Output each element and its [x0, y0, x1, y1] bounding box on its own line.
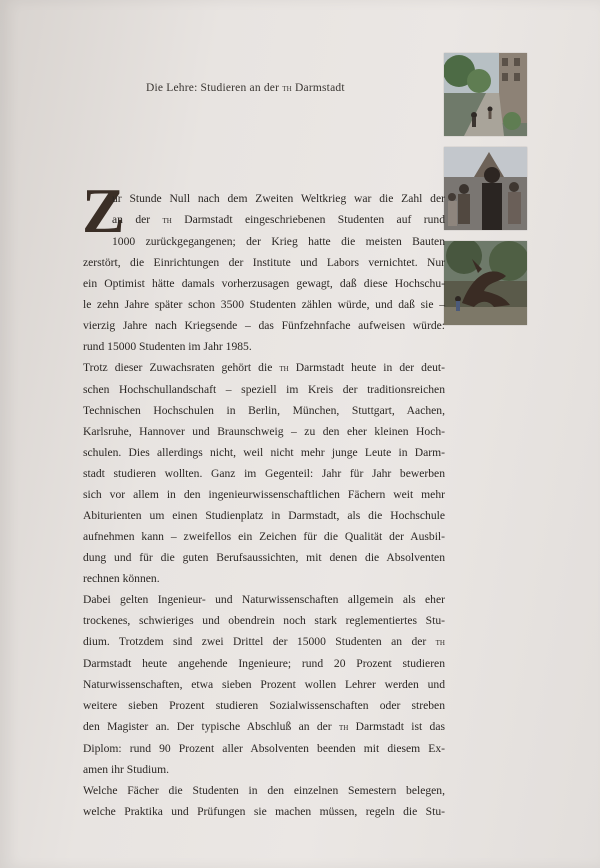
text-line: vierzig Jahre nach Kriegsende – das Fünfzehnfache aufweisen würde: [83, 319, 445, 332]
photo-students [444, 147, 527, 230]
text-line: zerstört, die Einrichtungen der Institute und Labors vernichtet. Nur [83, 256, 445, 269]
text-line: amen ihr Studium. [83, 763, 169, 776]
text-line: ein Optimist hätte damals vorherzusagen gewagt, daß diese Hochschu- [83, 277, 445, 290]
text-line: welche Praktika und Prüfungen sie machen müssen, regeln die Stu- [83, 805, 445, 818]
paragraph-1 [83, 188, 445, 357]
text-line: weitere sieben Prozent studieren Sozialwissenschaften oder streben [83, 699, 445, 712]
paragraph-4 [83, 780, 445, 822]
text-line: Naturwissenschaften, etwa sieben Prozent wollen Lehrer werden und [83, 678, 445, 691]
text-line: stadt studieren wollten. Ganz im Gegenteil: Jahr für Jahr bewerben [83, 467, 445, 480]
body-text [83, 188, 445, 822]
section-heading [146, 82, 345, 94]
text-line: an der th Darmstadt eingeschriebenen Studenten auf rund [112, 213, 446, 226]
photo-sculpture [444, 241, 527, 325]
text-line: sich vor allem in den ingenieurwissenschaftlichen Fächern weit mehr [83, 488, 445, 501]
text-line: rund 15000 Studenten im Jahr 1985. [83, 340, 252, 353]
text-line: schen Hochschullandschaft – speziell im Kreis der traditionsreichen [83, 383, 445, 396]
text-line: le zehn Jahre später schon 3500 Studenten zählen würde, und daß sie – [83, 298, 445, 311]
paragraph-2 [83, 357, 445, 589]
text-line: rechnen können. [83, 572, 160, 585]
text-line: trockenes, schwieriges und obendrein noch stark reglementiertes Stu- [83, 614, 445, 627]
text-line: Welche Fächer die Studenten in den einzelnen Semestern belegen, [83, 784, 445, 797]
text-line: dung und für die guten Berufsaussichten, mit denen die Absolventen [83, 551, 445, 564]
text-line: Karlsruhe, Hannover und Braunschweig – zu den eher kleinen Hoch- [83, 425, 445, 438]
heading-prefix: Die Lehre: Studieren an der [146, 82, 283, 94]
text-line: ur Stunde Null nach dem Zweiten Weltkrieg war die Zahl der [112, 192, 445, 205]
text-line: Trotz dieser Zuwachsraten gehört die th Darmstadt heute in der deut- [83, 361, 445, 374]
text-line: aufnehmen kann – zweifellos ein Zeichen für die Qualität der Ausbil- [83, 530, 445, 543]
text-line: Darmstadt heute angehende Ingenieure; rund 20 Prozent studieren [83, 657, 445, 670]
text-line: schulen. Dies allerdings nicht, weil nicht mehr junge Leute in Darm- [83, 446, 445, 459]
text-line: Dabei gelten Ingenieur- und Naturwissenschaften allgemein als eher [83, 593, 445, 606]
text-line: den Magister an. Der typische Abschluß an der th Darmstadt ist das [83, 720, 445, 733]
text-line: 1000 zurückgegangenen; der Krieg hatte die meisten Bauten [112, 235, 445, 248]
photo-street-scene [444, 53, 527, 136]
drop-cap: Z [82, 175, 125, 246]
heading-th: th [282, 83, 292, 94]
text-line: Technischen Hochschulen in Berlin, München, Stuttgart, Aachen, [83, 404, 445, 417]
paragraph-3 [83, 589, 445, 780]
text-line: dium. Trotzdem sind zwei Drittel der 15000 Studenten an der th [83, 635, 445, 648]
text-line: Diplom: rund 90 Prozent aller Absolventen beenden mit diesem Ex- [83, 742, 445, 755]
heading-suffix: Darmstadt [291, 82, 345, 94]
text-line: Abiturienten um einen Studienplatz in Darmstadt, als die Hochschule [83, 509, 445, 522]
